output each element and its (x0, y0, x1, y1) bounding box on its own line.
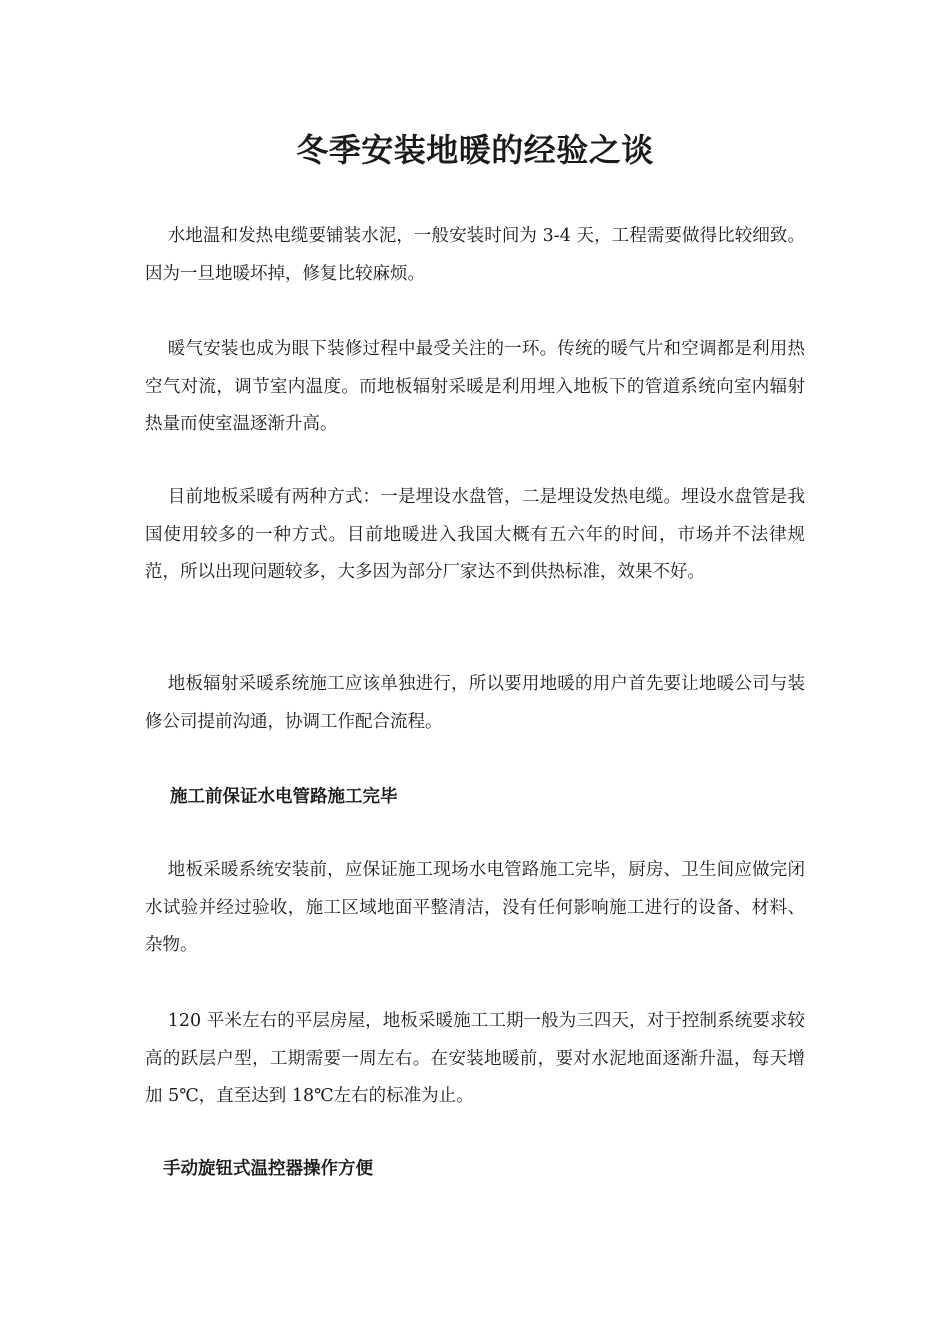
paragraph-intro: 水地温和发热电缆要铺装水泥，一般安装时间为 3-4 天，工程需要做得比较细致。因为一旦地暖坏掉，修复比较麻烦。 (145, 226, 805, 284)
paragraph-site-preparation: 地板采暖系统安装前，应保证施工现场水电管路施工完毕，厨房、卫生间应做完闭水试验并经过验收，施工区域地面平整清洁，没有任何影响施工进行的设备、材料、杂物。 (145, 860, 805, 955)
paragraph-construction-period: 120 平米左右的平层房屋，地板采暖施工工期一般为三四天，对于控制系统要求较高的跃层户型，工期需要一周左右。在安装地暖前，要对水泥地面逐渐升温，每天增加 5℃，直至达到 18℃左右的标准为止。 (145, 1011, 805, 1106)
section-heading-thermostat: 手动旋钮式温控器操作方便 (163, 1159, 373, 1179)
section-heading-preconditions: 施工前保证水电管路施工完毕 (170, 787, 398, 807)
paragraph-coordination: 地板辐射采暖系统施工应该单独进行，所以要用地暖的用户首先要让地暖公司与装修公司提前沟通，协调工作配合流程。 (145, 674, 805, 732)
paragraph-heating-methods: 目前地板采暖有两种方式：一是埋设水盘管，二是埋设发热电缆。埋设水盘管是我国使用较多的一种方式。目前地暖进入我国大概有五六年的时间，市场并不法律规范，所以出现问题较多，大多因为部分厂家达不到供热标准，效果不好。 (145, 487, 805, 582)
document-title: 冬季安装地暖的经验之谈 (296, 131, 654, 169)
paragraph-heating-installation: 暖气安装也成为眼下装修过程中最受关注的一环。传统的暖气片和空调都是利用热空气对流，调节室内温度。而地板辐射采暖是利用埋入地板下的管道系统向室内辐射热量而使室温逐渐升高。 (145, 339, 805, 434)
